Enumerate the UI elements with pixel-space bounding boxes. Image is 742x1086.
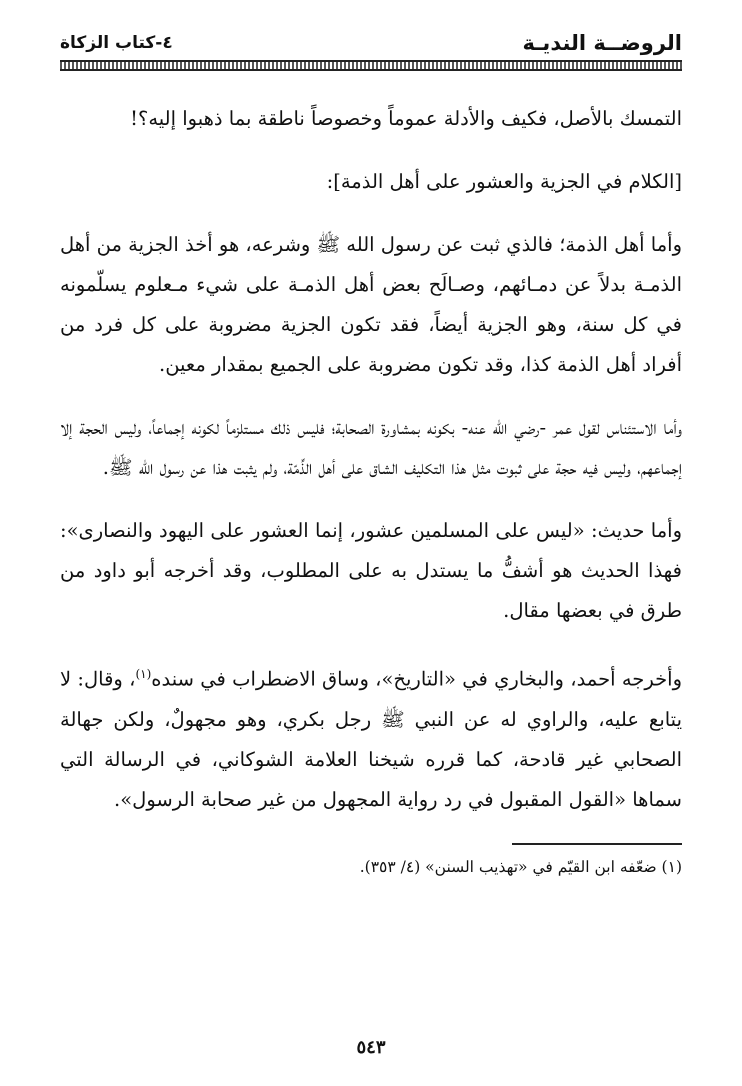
paragraph-5 bbox=[60, 654, 682, 820]
header-rule bbox=[60, 60, 682, 71]
chapter-title: ٤-كتاب الزكاة bbox=[60, 33, 173, 53]
running-header bbox=[60, 22, 682, 60]
section-heading: [الكلام في الجزية والعشور على أهل الذمة]: bbox=[326, 170, 682, 193]
page-number: ٥٤٣ bbox=[356, 1037, 386, 1058]
paragraph-1: التمسك بالأصل، فكيف والأدلة عموماً وخصوصاً ناطقة بما ذهبوا إليه؟! bbox=[130, 107, 682, 130]
footnote: (١) ضعّفه ابن القيّم في «تهذيب السنن» (٤/ ٣٥٣). bbox=[359, 857, 682, 876]
paragraph-5-start: وأخرجه أحمد، والبخاري في «التاريخ»، وساق الاضطراب في سنده bbox=[151, 667, 683, 691]
book-page bbox=[60, 22, 682, 1072]
paragraph-5-end: ، وقال: لا يتابع عليه، والراوي له عن النبي ﷺ رجل بكري، وهو مجهولٌ، ولكن جهالة الصحابي غير قادحة، كما قرره شيخنا العلامة الشوكاني، في الرسالة التي سماها «القول المقبول في رد رواية المجهول من غير صحابة الرسول». bbox=[60, 667, 682, 811]
paragraph-4: وأما حديث: «ليس على المسلمين عشور، إنما العشور على اليهود والنصارى»: فهذا الحديث هو أشفُّ ما يستدل به على المطلوب، وقد أخرجه أبو داود من طرق في بعضها مقال. bbox=[60, 519, 682, 622]
paragraph-2: وأما أهل الذمة؛ فالذي ثبت عن رسول الله ﷺ وشرعه، هو أخذ الجزية من أهل الذمـة بدلاً عن دمـائهم، وصـالَح بعض أهل الذمـة على شيء مـعلوم يسلّمونه في كل سنة، وهو الجزية أيضاً، فقد تكون الجزية مضروبة على كل فرد من أفراد أهل الذمة كذا، وقد تكون مضروبة على الجميع بمقدار معين. bbox=[60, 233, 682, 376]
footnote-rule bbox=[512, 843, 682, 845]
footnote-marker[interactable]: (١) bbox=[135, 667, 152, 681]
paragraph-3: وأما الاستئناس لقول عمر -رضي الله عنه- بكونه بمشاورة الصحابة؛ فليس ذلك مستلزماً لكونه إجماعاً، وليس الحجة إلا إجماعهم، وليس فيه حجة على ثبوت مثل هذا التكليف الشاق على أهل الذِّمّة، ولم يثبت هذا عن رسول الله ﷺ. bbox=[60, 416, 682, 479]
book-title: الروضــة النديـة bbox=[522, 31, 682, 55]
